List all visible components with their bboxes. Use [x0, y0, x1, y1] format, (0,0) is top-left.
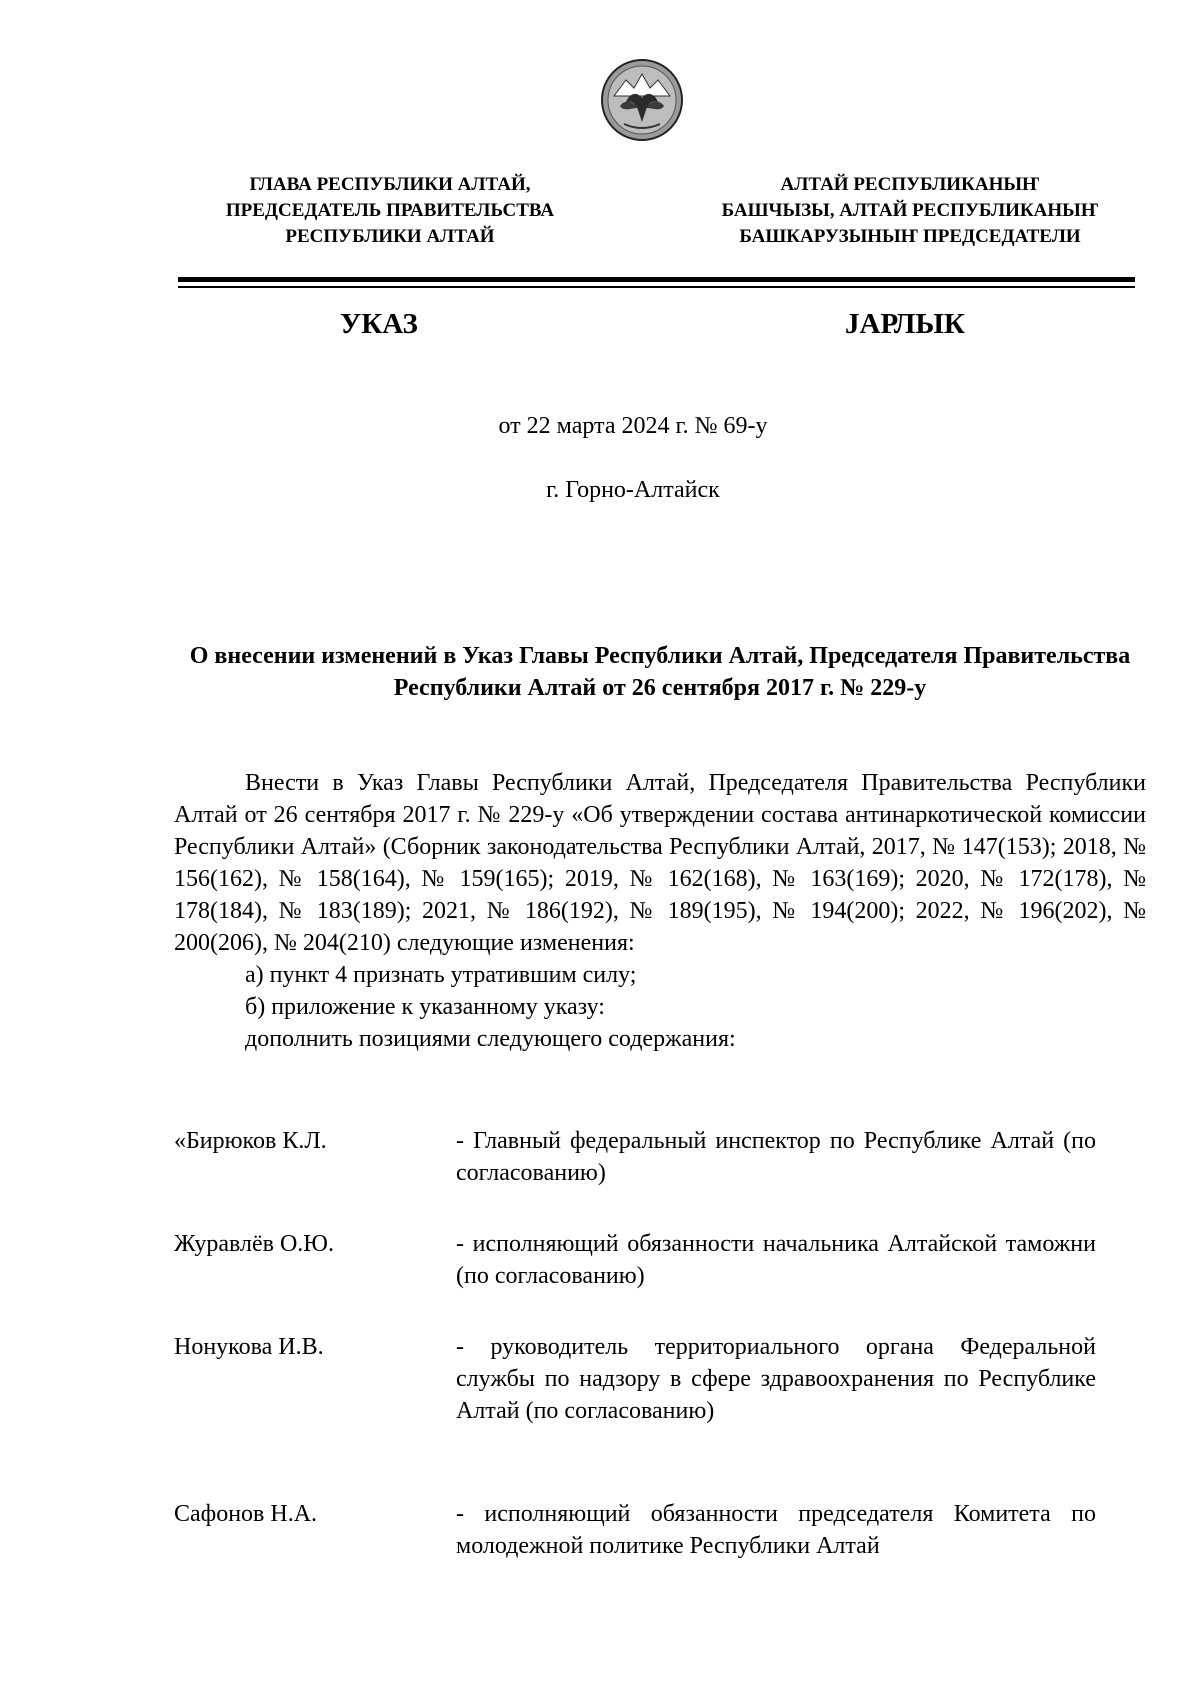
- body-item-b: б) приложение к указанному указу:: [245, 994, 605, 1020]
- header-right-line-2: БАШЧЫЗЫ, АЛТАЙ РЕСПУБЛИКАНЫҤ: [721, 200, 1099, 221]
- header-left-block: [180, 172, 600, 250]
- header-right-line-1: АЛТАЙ РЕСПУБЛИКАНЫҤ: [780, 174, 1040, 195]
- member-name: Сафонов Н.А.: [174, 1501, 318, 1527]
- doc-type-russian: УКАЗ: [340, 308, 418, 340]
- header-left-line-3: РЕСПУБЛИКИ АЛТАЙ: [285, 226, 495, 247]
- member-position: - исполняющий обязанности председателя Комитета по молодежной политике Республики Алтай: [456, 1501, 1096, 1559]
- header-divider-thin: [178, 286, 1135, 288]
- document-date-number: от 22 марта 2024 г. № 69-у: [498, 413, 768, 439]
- doc-type-altai: JАРЛЫК: [845, 308, 965, 340]
- member-name: Журавлёв О.Ю.: [174, 1231, 334, 1257]
- document-title: О внесении изменений в Указ Главы Республики Алтай, Председателя Правительства Республики Алтай от 26 сентября 2017 г. № 229-у: [189, 643, 1131, 701]
- header-divider-thick: [178, 277, 1135, 282]
- header-left-line-2: ПРЕДСЕДАТЕЛЬ ПРАВИТЕЛЬСТВА: [225, 200, 555, 221]
- member-position: - исполняющий обязанности начальника Алтайской таможни (по согласованию): [456, 1231, 1096, 1289]
- member-position: - Главный федеральный инспектор по Республике Алтай (по согласованию): [456, 1128, 1096, 1186]
- coat-of-arms-emblem: [600, 58, 684, 142]
- header-right-block: [690, 172, 1130, 250]
- header-right-line-3: БАШКАРУЗЫНЫҤ ПРЕДСЕДАТЕЛИ: [739, 226, 1081, 247]
- body-item-b-text: дополнить позициями следующего содержания:: [245, 1026, 736, 1052]
- member-name: «Бирюков К.Л.: [174, 1128, 327, 1154]
- body-main-paragraph: Внести в Указ Главы Республики Алтай, Председателя Правительства Республики Алтай от 26 сентября 2017 г. № 229-у «Об утверждении состава антинаркотической комиссии Республики Алтай» (Сборник законодательства Республики Алтай, 2017, № 147(153); 2018, № 156(162), № 158(164), № 159(165); 2019, № 162(168), № 163(169); 2020, № 172(178), № 178(184), № 183(189); 2021, № 186(192), № 189(195), № 194(200); 2022, № 196(202), № 200(206), № 204(210) следующие изменения:: [174, 770, 1146, 956]
- member-position: - руководитель территориального органа Федеральной службы по надзору в сфере здравоохранения по Республике Алтай (по согласованию): [456, 1334, 1096, 1424]
- document-city: г. Горно-Алтайск: [546, 477, 720, 503]
- document-body: [174, 767, 1146, 1055]
- body-item-a: а) пункт 4 признать утратившим силу;: [245, 962, 637, 988]
- member-name: Нонукова И.В.: [174, 1334, 324, 1360]
- header-left-line-1: ГЛАВА РЕСПУБЛИКИ АЛТАЙ,: [249, 174, 531, 195]
